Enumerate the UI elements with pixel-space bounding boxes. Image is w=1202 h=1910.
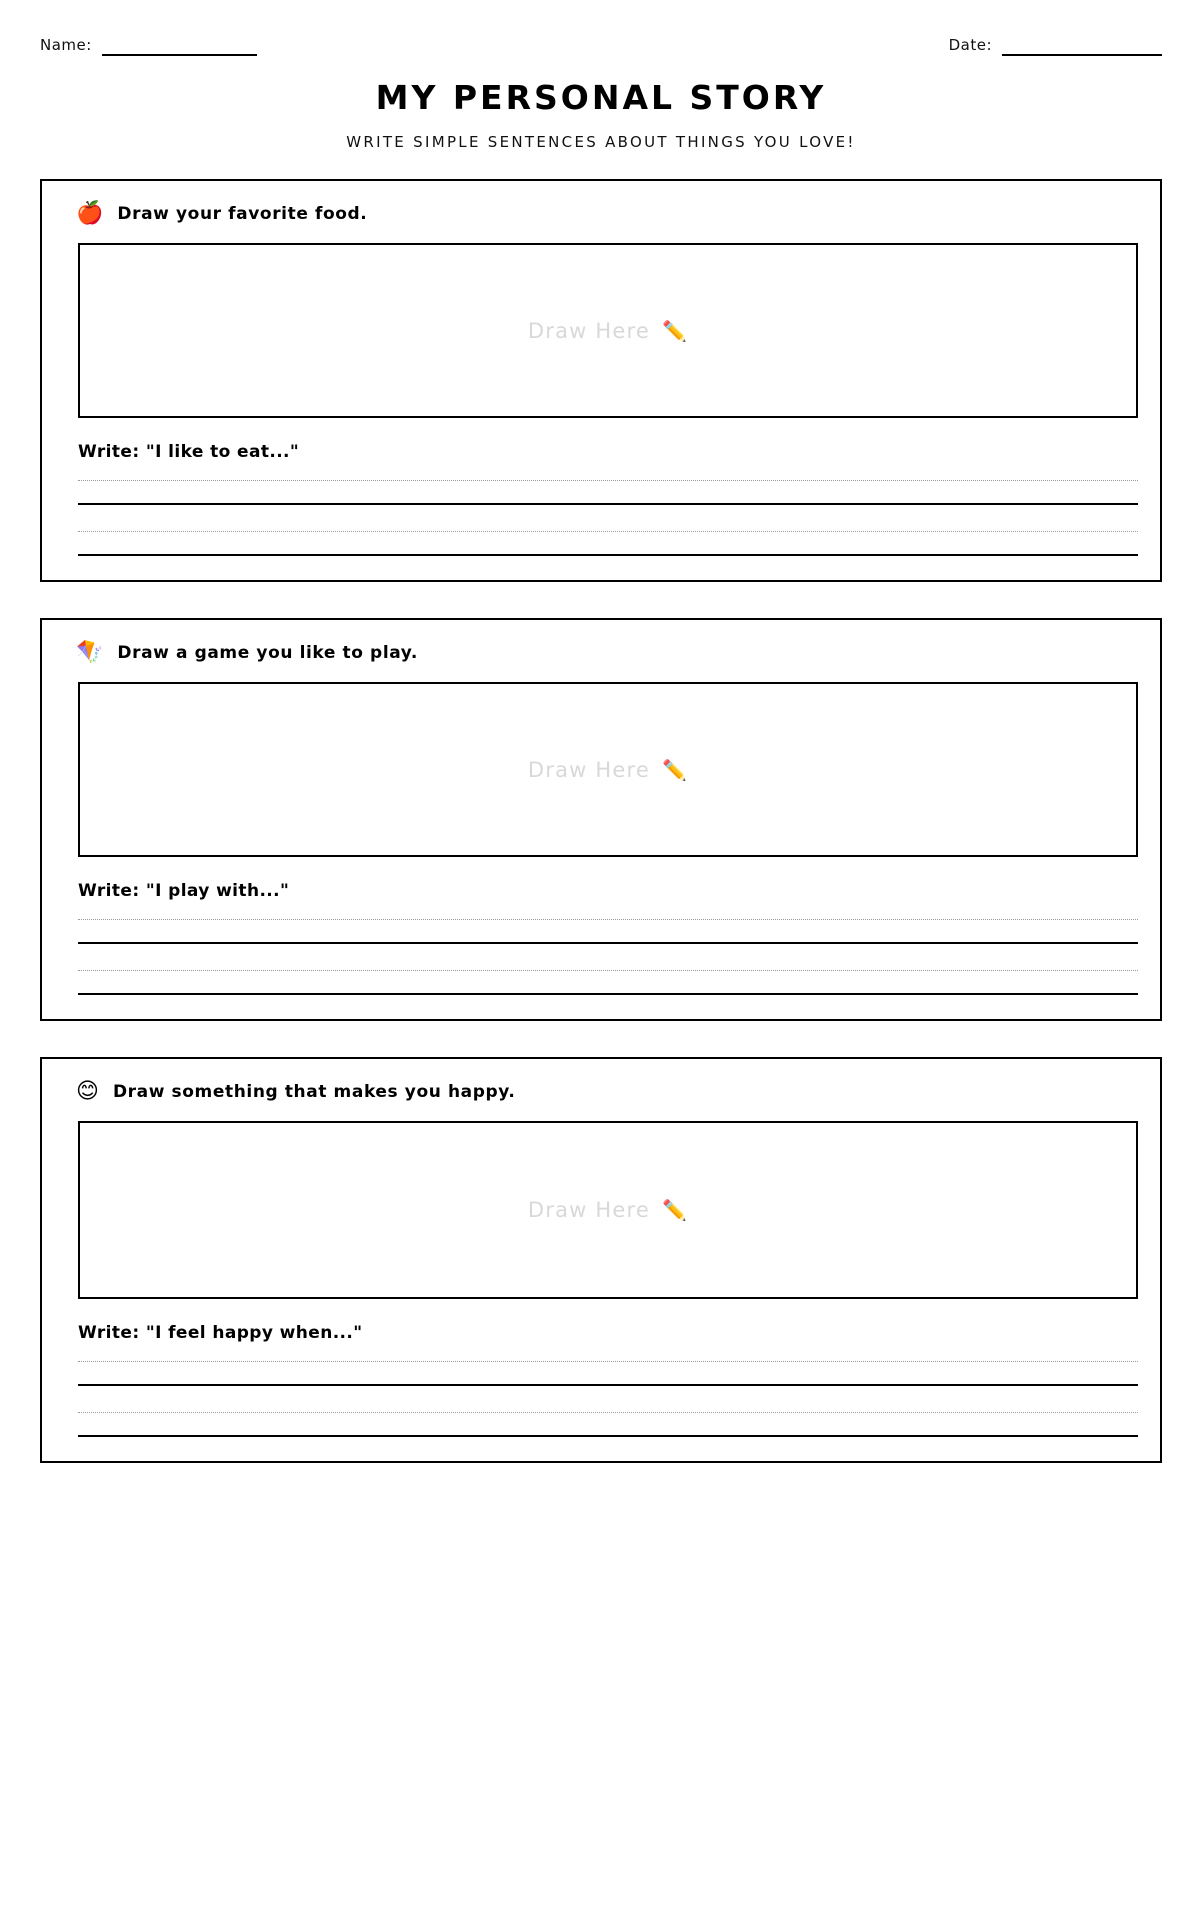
draw-here-placeholder — [528, 319, 688, 343]
baseline-rule — [78, 503, 1138, 505]
section-makes-you-happy — [40, 1057, 1162, 1463]
prompt-row — [62, 642, 1140, 664]
writing-line-group[interactable] — [78, 531, 1138, 556]
prompt-label: Draw something that makes you happy. — [112, 1082, 516, 1102]
draw-here-placeholder — [528, 1198, 688, 1222]
page-title: MY PERSONAL STORY — [375, 78, 827, 117]
page-subtitle: WRITE SIMPLE SENTENCES ABOUT THINGS YOU LOVE! — [346, 133, 856, 151]
baseline-rule — [78, 942, 1138, 944]
baseline-rule — [78, 554, 1138, 556]
writing-lines — [78, 480, 1138, 556]
kite-icon: 🪁 — [76, 640, 104, 665]
dotted-guide-line — [78, 531, 1138, 532]
prompt-row — [62, 1081, 1140, 1103]
pencil-icon: ✏️ — [662, 318, 689, 343]
write-prompt-label: Write: "I play with..." — [78, 881, 290, 901]
student-meta-row — [40, 36, 1162, 56]
date-field[interactable] — [949, 36, 1162, 56]
draw-here-placeholder — [528, 758, 688, 782]
writing-line-group[interactable] — [78, 1412, 1138, 1437]
draw-here-text: Draw Here — [527, 1198, 651, 1222]
baseline-rule — [78, 993, 1138, 995]
sections-list — [40, 179, 1162, 1463]
baseline-rule — [78, 1435, 1138, 1437]
prompt-row — [62, 203, 1140, 225]
section-favorite-game — [40, 618, 1162, 1021]
prompt-label: Draw a game you like to play. — [117, 643, 418, 663]
dotted-guide-line — [78, 970, 1138, 971]
section-favorite-food — [40, 179, 1162, 582]
drawing-area[interactable] — [78, 682, 1138, 857]
date-write-line[interactable] — [1002, 40, 1162, 56]
name-field[interactable] — [40, 36, 257, 56]
smiling-face-icon: 😊 — [76, 1079, 99, 1104]
writing-line-group[interactable] — [78, 1361, 1138, 1386]
write-prompt-label: Write: "I feel happy when..." — [78, 1323, 363, 1343]
writing-line-group[interactable] — [78, 919, 1138, 944]
pencil-icon: ✏️ — [662, 757, 689, 782]
dotted-guide-line — [78, 480, 1138, 481]
name-write-line[interactable] — [102, 40, 257, 56]
name-label: Name: — [40, 36, 92, 54]
writing-lines — [78, 1361, 1138, 1437]
dotted-guide-line — [78, 1412, 1138, 1413]
drawing-area[interactable] — [78, 1121, 1138, 1299]
dotted-guide-line — [78, 1361, 1138, 1362]
baseline-rule — [78, 1384, 1138, 1386]
writing-line-group[interactable] — [78, 970, 1138, 995]
apple-icon: 🍎 — [76, 201, 104, 226]
pencil-icon: ✏️ — [662, 1198, 689, 1222]
writing-line-group[interactable] — [78, 480, 1138, 505]
prompt-label: Draw your favorite food. — [117, 204, 368, 224]
date-label: Date: — [948, 36, 992, 54]
write-prompt-label: Write: "I like to eat..." — [78, 442, 300, 462]
draw-here-text: Draw Here — [527, 318, 651, 343]
writing-lines — [78, 919, 1138, 995]
drawing-area[interactable] — [78, 243, 1138, 418]
dotted-guide-line — [78, 919, 1138, 920]
draw-here-text: Draw Here — [527, 757, 651, 782]
